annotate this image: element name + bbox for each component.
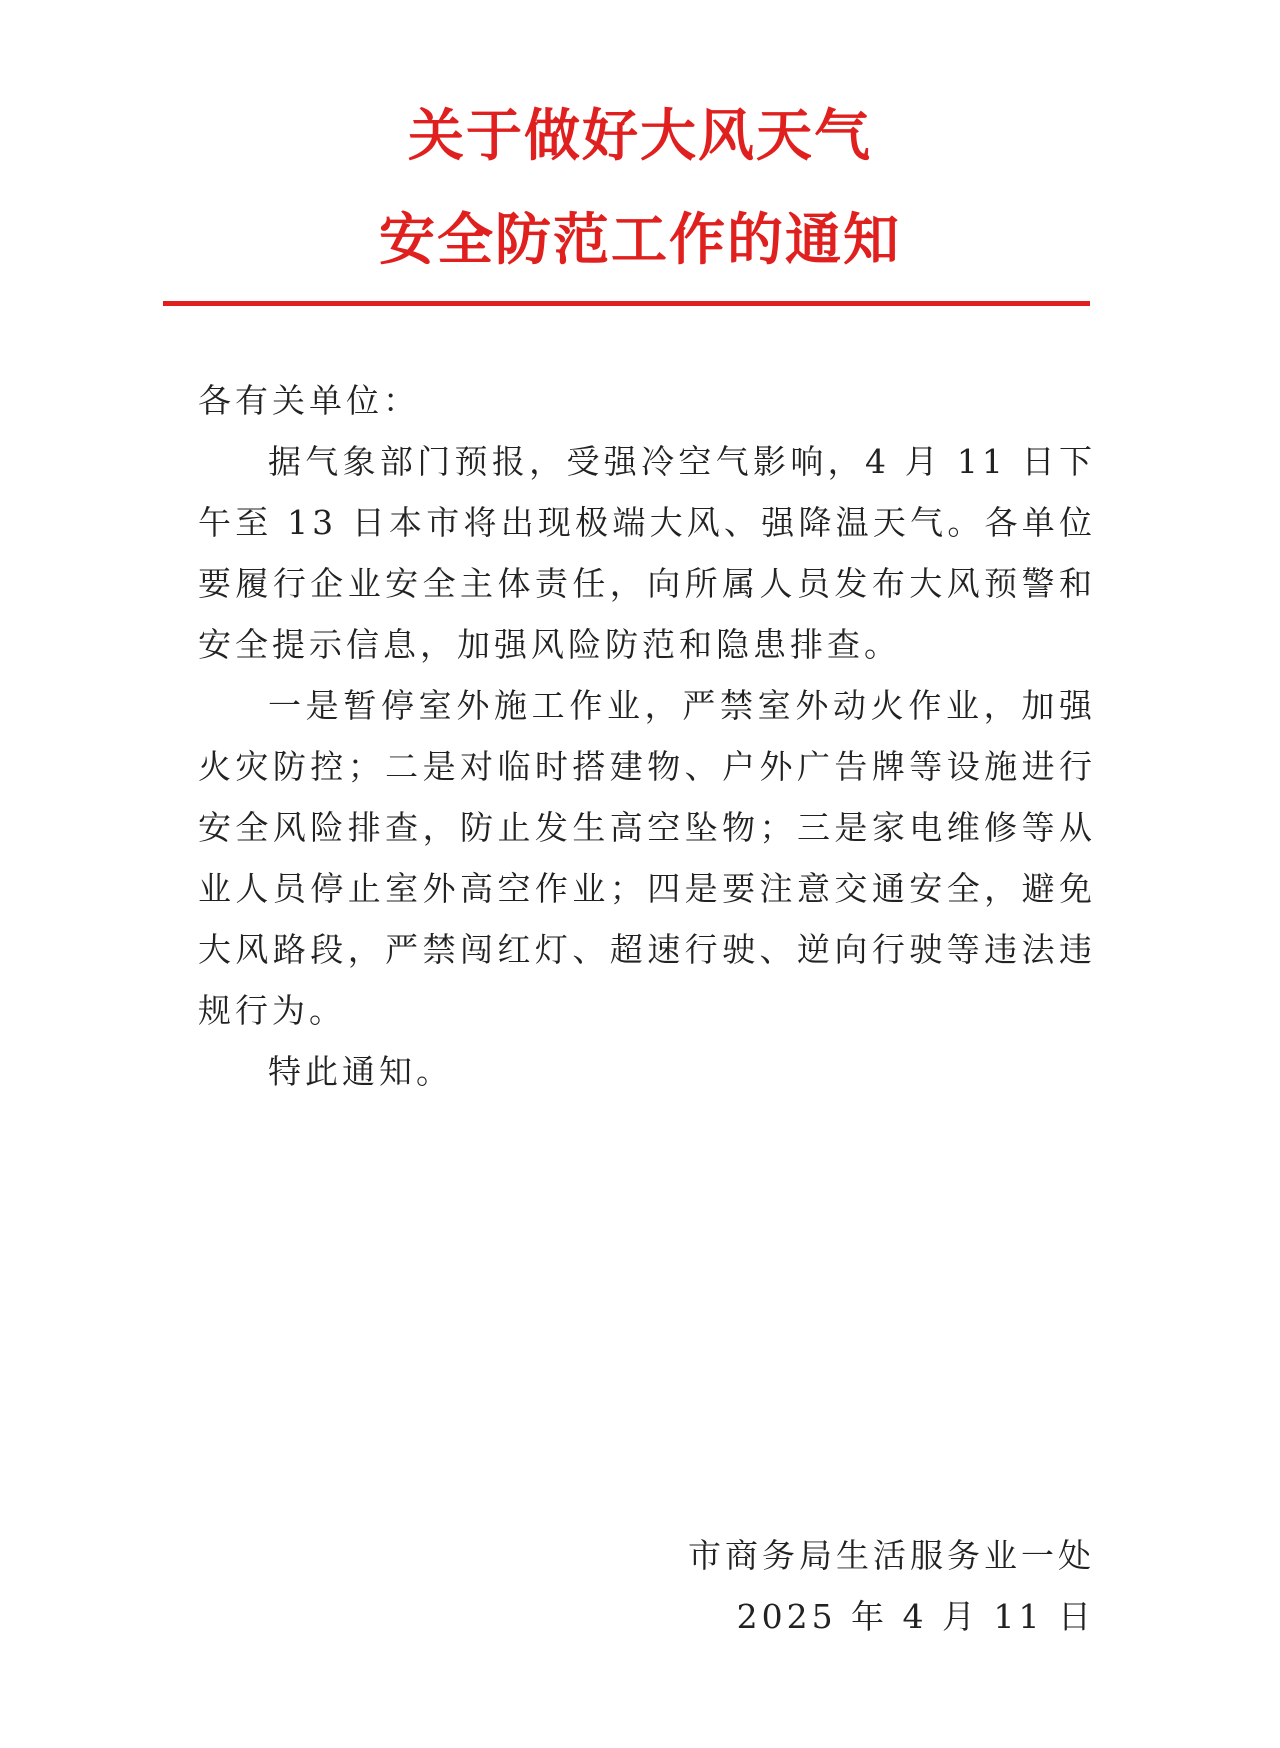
red-divider-rule [163, 301, 1090, 306]
issuer-name: 市商务局生活服务业一处 [688, 1536, 1095, 1575]
paragraph-forecast: 据气象部门预报，受强冷空气影响，4 月 11 日下午至 13 日本市将出现极端大风、强降温天气。各单位要履行企业安全主体责任，向所属人员发布大风预警和安全提示信息，加强风险防范和隐患排查。 [198, 442, 1096, 664]
signature-block [688, 1525, 1095, 1647]
salutation: 各有关单位： [198, 381, 420, 420]
issue-date: 2025 年 4 月 11 日 [736, 1597, 1095, 1636]
notice-title-line-1: 关于做好大风天气 [408, 103, 872, 169]
paragraph-measures: 一是暂停室外施工作业，严禁室外动火作业，加强火灾防控；二是对临时搭建物、户外广告牌等设施进行安全风险排查，防止发生高空坠物；三是家电维修等从业人员停止室外高空作业；四是要注意交通安全，避免大风路段，严禁闯红灯、超速行驶、逆向行驶等违法违规行为。 [198, 686, 1096, 1030]
paragraph-closing: 特此通知。 [268, 1052, 453, 1091]
notice-title-line-2: 安全防范工作的通知 [379, 207, 901, 273]
notice-body [198, 370, 1096, 1102]
